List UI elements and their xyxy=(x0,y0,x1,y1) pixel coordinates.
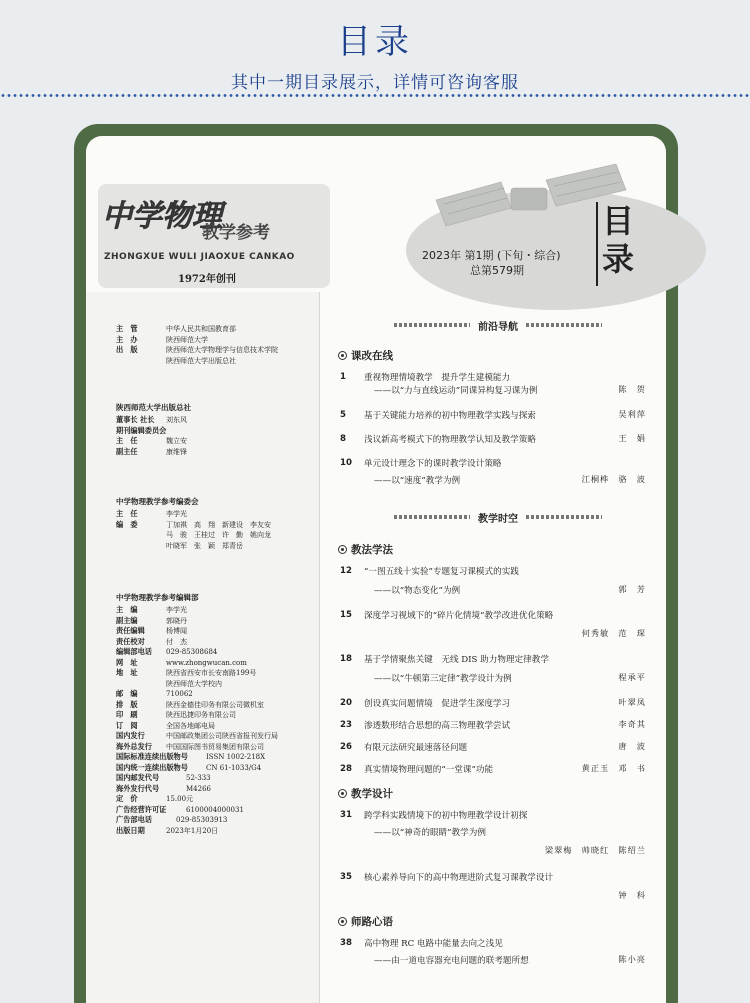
total-issue: 总第579期 xyxy=(470,264,524,277)
svg-text:中学物理: 中学物理 xyxy=(102,199,222,234)
imprint-row: 责任校对 付 杰 xyxy=(116,636,187,646)
imprint-row: 主 编 李学光 xyxy=(116,605,187,614)
imprint-row: 出 版 陕西师范大学物理学与信息技术学院 xyxy=(116,345,278,354)
toc-entry: 8 浅议新高考模式下的物理教学认知及教学策略 王 娟 xyxy=(340,433,646,445)
banner-teaching: 教学时空 xyxy=(394,510,602,524)
committee-block xyxy=(116,496,271,551)
toc-entry: 12 “一图五线十实验”专题复习课模式的实践 ——以“物态变化”为例 郭 芳 xyxy=(340,565,646,596)
toc-heading-char: 目 xyxy=(602,202,635,240)
imprint-row: 副主编 郭晓丹 xyxy=(116,615,187,625)
circle-bullet-icon xyxy=(338,917,347,926)
publisher-block xyxy=(116,402,206,457)
imprint-row: 主 办 陕西师范大学 xyxy=(116,334,208,344)
section-heading: 教学设计 xyxy=(338,786,393,801)
toc-entry: 35 核心素养导向下的高中物理进阶式复习课教学设计 钟 科 xyxy=(340,871,646,900)
dotted-divider xyxy=(0,94,750,97)
toc-heading xyxy=(596,202,638,286)
toc-entry: 28 真实情境物理问题的“一堂课”功能 黄正玉 邓 书 xyxy=(340,763,646,775)
section-heading: 教法学法 xyxy=(338,542,393,557)
imprint-row: 广告部电话 029-85303913 xyxy=(116,815,228,824)
imprint-row: 国内发行 中国邮政集团公司陕西省报刊发行局 xyxy=(116,731,278,740)
magazine-logo xyxy=(102,192,222,234)
circle-bullet-icon xyxy=(338,789,347,798)
imprint-row: 国内邮发代号 52-333 xyxy=(116,773,211,782)
toc-entry: 5 基于关键能力培养的初中物理教学实践与探索 吴利萍 xyxy=(340,409,646,421)
toc-entry: 18 基于学情聚焦关键 无线 DIS 助力物理定律教学 ——以“牛顿第三定律”教学设计为例 程承平 xyxy=(340,653,646,684)
imprint-row: 副主任 康维锋 xyxy=(116,446,187,456)
toc-heading-char: 录 xyxy=(602,240,635,278)
imprint-row: 编辑部电话 029-85308684 xyxy=(116,647,218,656)
page-subtitle: 其中一期目录展示，详情可咨询客服 xyxy=(231,73,519,93)
committee-title: 中学物理教学参考编委会 xyxy=(116,497,199,506)
banner-frontier: 前沿导航 xyxy=(394,318,602,332)
imprint-row: 定 价 15.00元 xyxy=(116,794,194,803)
page-title: 目录 xyxy=(337,22,413,62)
imprint-row: 主 任 魏立安 xyxy=(116,436,187,445)
imprint-row: 海外发行代号 M4266 xyxy=(116,783,211,793)
section-heading: 课改在线 xyxy=(338,348,393,363)
toc-entry: 26 有限元法研究最速落径问题 唐 波 xyxy=(340,741,646,753)
imprint-row: 主 任 李学光 xyxy=(116,509,187,518)
imprint-row: 主 管 中华人民共和国教育部 xyxy=(116,324,236,333)
imprint-row: 网 址 www.zhongwucan.com xyxy=(116,657,247,667)
imprint-row: 叶晓军 张 颖 郑青岳 xyxy=(166,541,243,550)
toc-entry: 1 重视物理情境教学 提升学生建模能力 ——以“力与直线运动”同课异构复习课为例 陈 贺 xyxy=(340,371,646,396)
imprint-row: 出版日期 2023年1月20日 xyxy=(116,825,219,835)
imprint-row: 责任编辑 杨博闻 xyxy=(116,626,187,635)
imprint-row: 董事长 社长 刘东风 xyxy=(116,415,187,424)
issue-number: 2023年 第1期 (下旬・综合) xyxy=(422,249,561,262)
imprint-row: 马 骏 王桂过 许 勤 姚向龙 xyxy=(166,531,271,539)
magazine-page xyxy=(86,136,666,1003)
editorial-title: 中学物理教学参考编辑部 xyxy=(116,593,199,602)
founded-year: 1972年创刊 xyxy=(178,274,236,285)
logo-pinyin: ZHONGXUE WULI JIAOXUE CANKAO xyxy=(104,252,295,262)
toc-entry: 15 深度学习视域下的“碎片化情境”教学改进优化策略 何秀敏 范 琛 xyxy=(340,609,646,638)
imprint-row: 陕西师范大学出版总社 xyxy=(166,356,236,365)
publisher-title: 陕西师范大学出版总社 xyxy=(116,403,191,412)
toc-entry: 31 跨学科实践情境下的初中物理教学设计初探 ——以“神奇的眼睛”教学为例 梁翠梅 帅晓红 陈绍兰 xyxy=(340,809,646,855)
sponsors-block xyxy=(116,324,278,366)
circle-bullet-icon xyxy=(338,351,347,360)
imprint-row: 邮 编 710062 xyxy=(116,689,193,698)
imprint-row: 排 版 陕西金德佳印务有限公司微机室 xyxy=(116,699,264,709)
imprint-row: 订 阅 全国各地邮电局 xyxy=(116,720,215,730)
section-heading: 师路心语 xyxy=(338,914,393,929)
toc-entry: 10 单元设计理念下的课时教学设计策略 ——以“速度”教学为例 江桐桦 骆 波 xyxy=(340,457,646,486)
imprint-row: 印 刷 陕西迅捷印务有限公司 xyxy=(116,710,236,719)
imprint-row: 陕西师范大学校内 xyxy=(166,679,222,688)
imprint-row: 期刊编辑委员会 xyxy=(116,425,167,435)
imprint-row: 编 委 丁加祺 高 翔 新建设 李友安 xyxy=(116,519,271,529)
editorial-block xyxy=(116,592,278,836)
imprint-row: 广告经营许可证 6100004000031 xyxy=(116,804,244,814)
toc-entry: 38 高中物理 RC 电路中能量去向之浅见 ——由一道电容器充电问题的联考题所想 陈小亮 xyxy=(340,937,646,966)
circle-bullet-icon xyxy=(338,545,347,554)
imprint-row: 国际标准连续出版物号 ISSN 1002-218X xyxy=(116,752,266,761)
imprint-row: 国内统一连续出版物号 CN 61-1033/G4 xyxy=(116,762,262,772)
logo-subtitle: 教学参考 xyxy=(202,223,270,243)
imprint-row: 海外总发行 中国国际图书贸易集团有限公司 xyxy=(116,741,264,751)
issue-info xyxy=(422,248,561,278)
imprint-column xyxy=(86,292,320,1003)
toc-entry: 23 渗透数形结合思想的高三物理教学尝试 李奇其 xyxy=(340,719,646,731)
toc-entry: 20 创设真实问题情境 促进学生深度学习 叶翠凤 xyxy=(340,697,646,709)
imprint-row: 地 址 陕西省西安市长安南路199号 xyxy=(116,668,257,677)
